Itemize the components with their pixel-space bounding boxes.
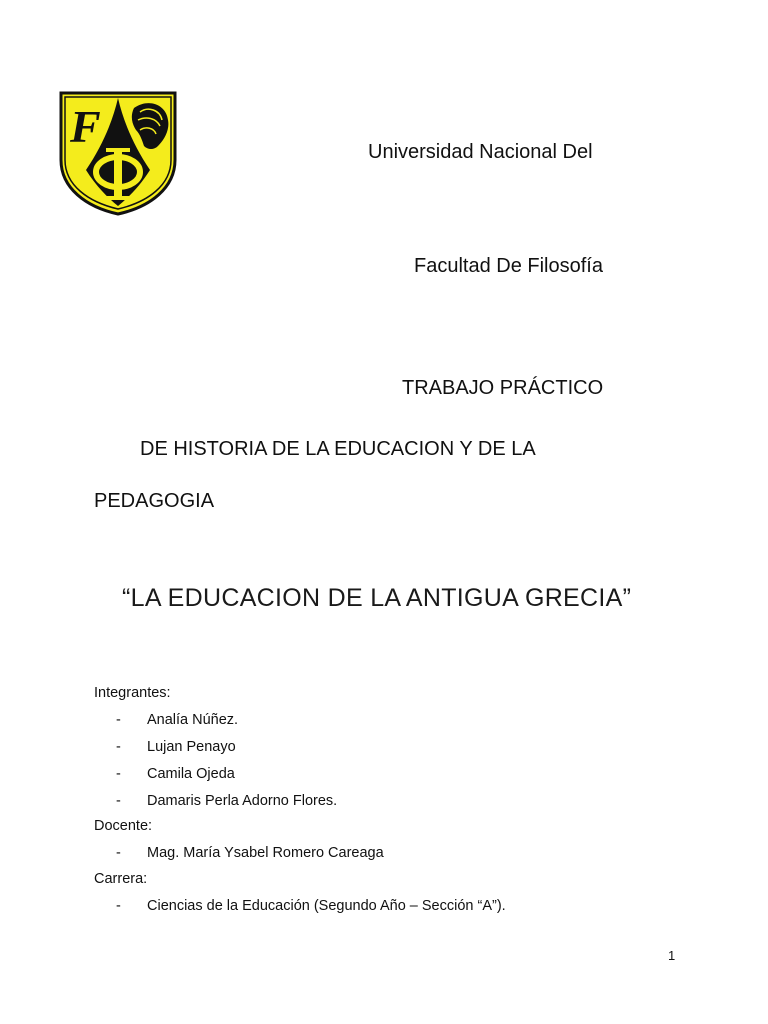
university-name: Universidad Nacional Del bbox=[368, 141, 593, 163]
list-bullet: - bbox=[116, 739, 121, 755]
title-line-2: DE HISTORIA DE LA EDUCACION Y DE LA bbox=[140, 438, 536, 460]
logo-letter-f: F bbox=[70, 101, 101, 152]
title-line-1: TRABAJO PRÁCTICO bbox=[402, 377, 604, 399]
teacher-name: Mag. María Ysabel Romero Careaga bbox=[147, 845, 384, 861]
faculty-logo-icon bbox=[58, 90, 178, 216]
member-name: Lujan Penayo bbox=[147, 739, 236, 755]
main-title: “LA EDUCACION DE LA ANTIGUA GRECIA” bbox=[122, 584, 632, 612]
list-item bbox=[0, 766, 768, 793]
members-label: Integrantes: bbox=[94, 685, 171, 701]
list-bullet: - bbox=[116, 898, 121, 914]
list-bullet: - bbox=[116, 766, 121, 782]
member-name: Camila Ojeda bbox=[147, 766, 235, 782]
member-name: Analía Núñez. bbox=[147, 712, 239, 728]
member-name: Damaris Perla Adorno Flores. bbox=[147, 793, 338, 809]
list-bullet: - bbox=[116, 793, 121, 809]
members-list bbox=[0, 712, 768, 820]
list-item bbox=[0, 898, 768, 925]
title-line-3: PEDAGOGIA bbox=[94, 490, 215, 512]
list-item bbox=[0, 739, 768, 766]
list-bullet: - bbox=[116, 845, 121, 861]
faculty-name: Facultad De Filosofía bbox=[414, 255, 603, 277]
list-item bbox=[0, 845, 768, 872]
career-label: Carrera: bbox=[94, 871, 148, 887]
list-bullet: - bbox=[116, 712, 121, 728]
page-number: 1 bbox=[668, 948, 676, 963]
list-item bbox=[0, 712, 768, 739]
teacher-label: Docente: bbox=[94, 818, 153, 834]
list-item bbox=[0, 793, 768, 820]
career-list bbox=[0, 898, 768, 925]
teacher-list bbox=[0, 845, 768, 872]
career-name: Ciencias de la Educación (Segundo Año – Sección “A”). bbox=[147, 898, 506, 914]
